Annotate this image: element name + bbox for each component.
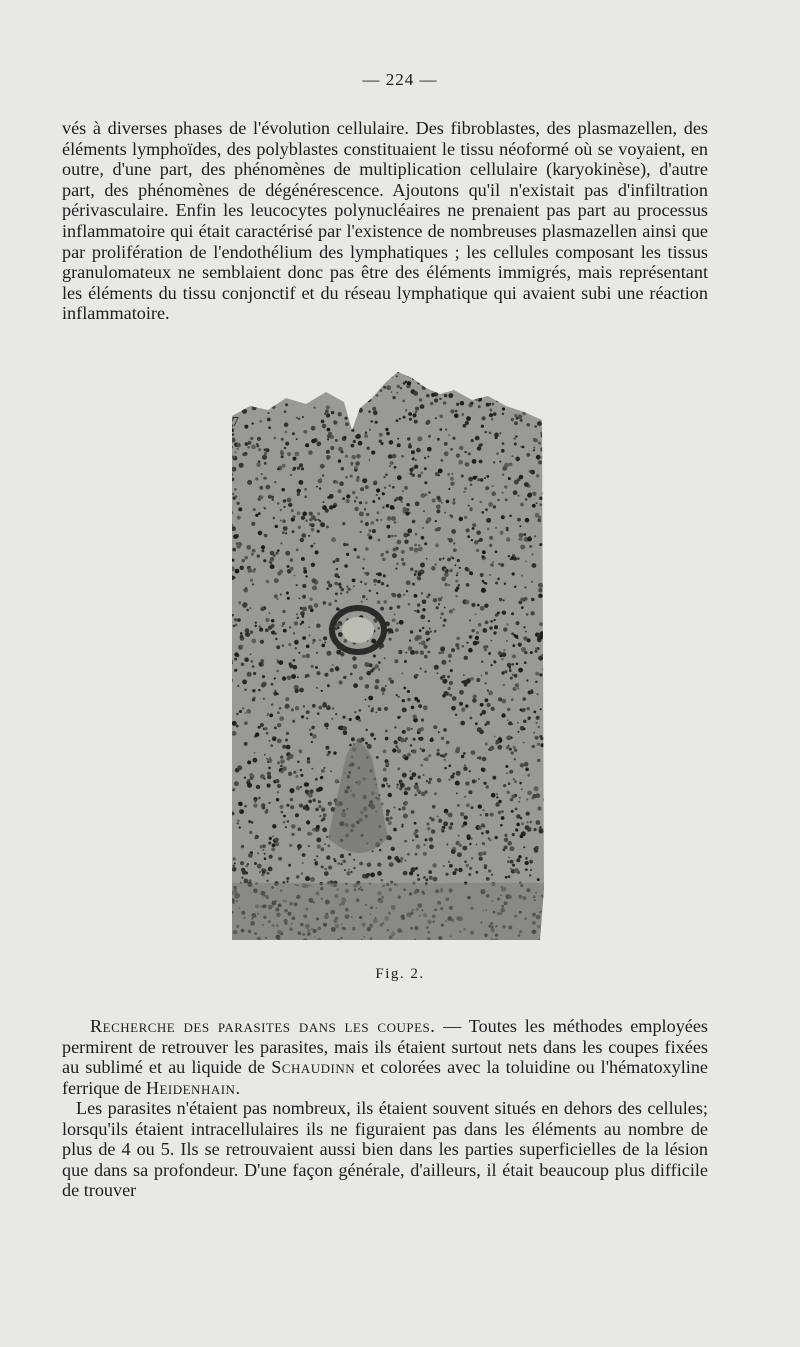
paragraph-bottom [62, 1098, 708, 1201]
figure-mark: 7 [232, 415, 239, 430]
figure-histology [226, 368, 548, 950]
figure-caption: Fig. 2. [375, 966, 425, 982]
section-dash: — [435, 1016, 469, 1036]
section-text-c: . [235, 1077, 240, 1098]
section-text-a: Toutes les méthodes employées permirent de retrouver les parasites, mais ils étaient surtout nets dans les coupes fixées au sublimé et au liquide de [62, 1016, 709, 1078]
paragraph-section [62, 1016, 708, 1098]
histology-micrograph [226, 368, 548, 950]
author-name-heidenhain: Heidenhain [145, 1077, 236, 1098]
paragraph-top: vés à diverses phases de l'évolution cellulaire. Des fibroblastes, des plasmazellen, des éléments lymphoïdes, des polyblastes constituaient le tissu néoformé où se voyaient, en outre, d'une part, des phénomènes de multiplication cellulaire (karyokinèse), d'autre part, des phénomènes de dégénérescence. Ajoutons qu'il n'existait pas d'infiltration périvasculaire. Enfin les leucocytes polynucléaires ne prenaient pas part au processus inflammatoire qui était caractérisé par l'existence de nombreuses plasmazellen ainsi que par prolifération de l'endothélium des lymphatiques ; les cellules composant les tissus granulomateux ne semblaient donc pas être des éléments immigrés, mais représentant les éléments du tissu conjonctif et du réseau lymphatique qui avaient subi une réaction inflammatoire. [62, 118, 708, 324]
author-name-schaudinn: Schaudinn [271, 1057, 356, 1078]
section-text-b: et colorées avec la toluidine ou l'hématoxyline ferrique de [62, 1057, 708, 1098]
page-number: — 224 — [362, 70, 438, 89]
paragraph-bottom-text: Les parasites n'étaient pas nombreux, ils étaient souvent situés en dehors des cellules; lorsqu'ils étaient intracellulaires ils ne figuraient pas dans les éléments au nombre de plus de 4 ou 5. Ils se retrouvaient aussi bien dans les parties superficielles de la lésion que dans sa profondeur. D'une façon générale, d'ailleurs, il était beaucoup plus difficile de trouver [62, 1098, 708, 1201]
section-heading: Recherche des parasites dans les coupes. [90, 1016, 436, 1036]
